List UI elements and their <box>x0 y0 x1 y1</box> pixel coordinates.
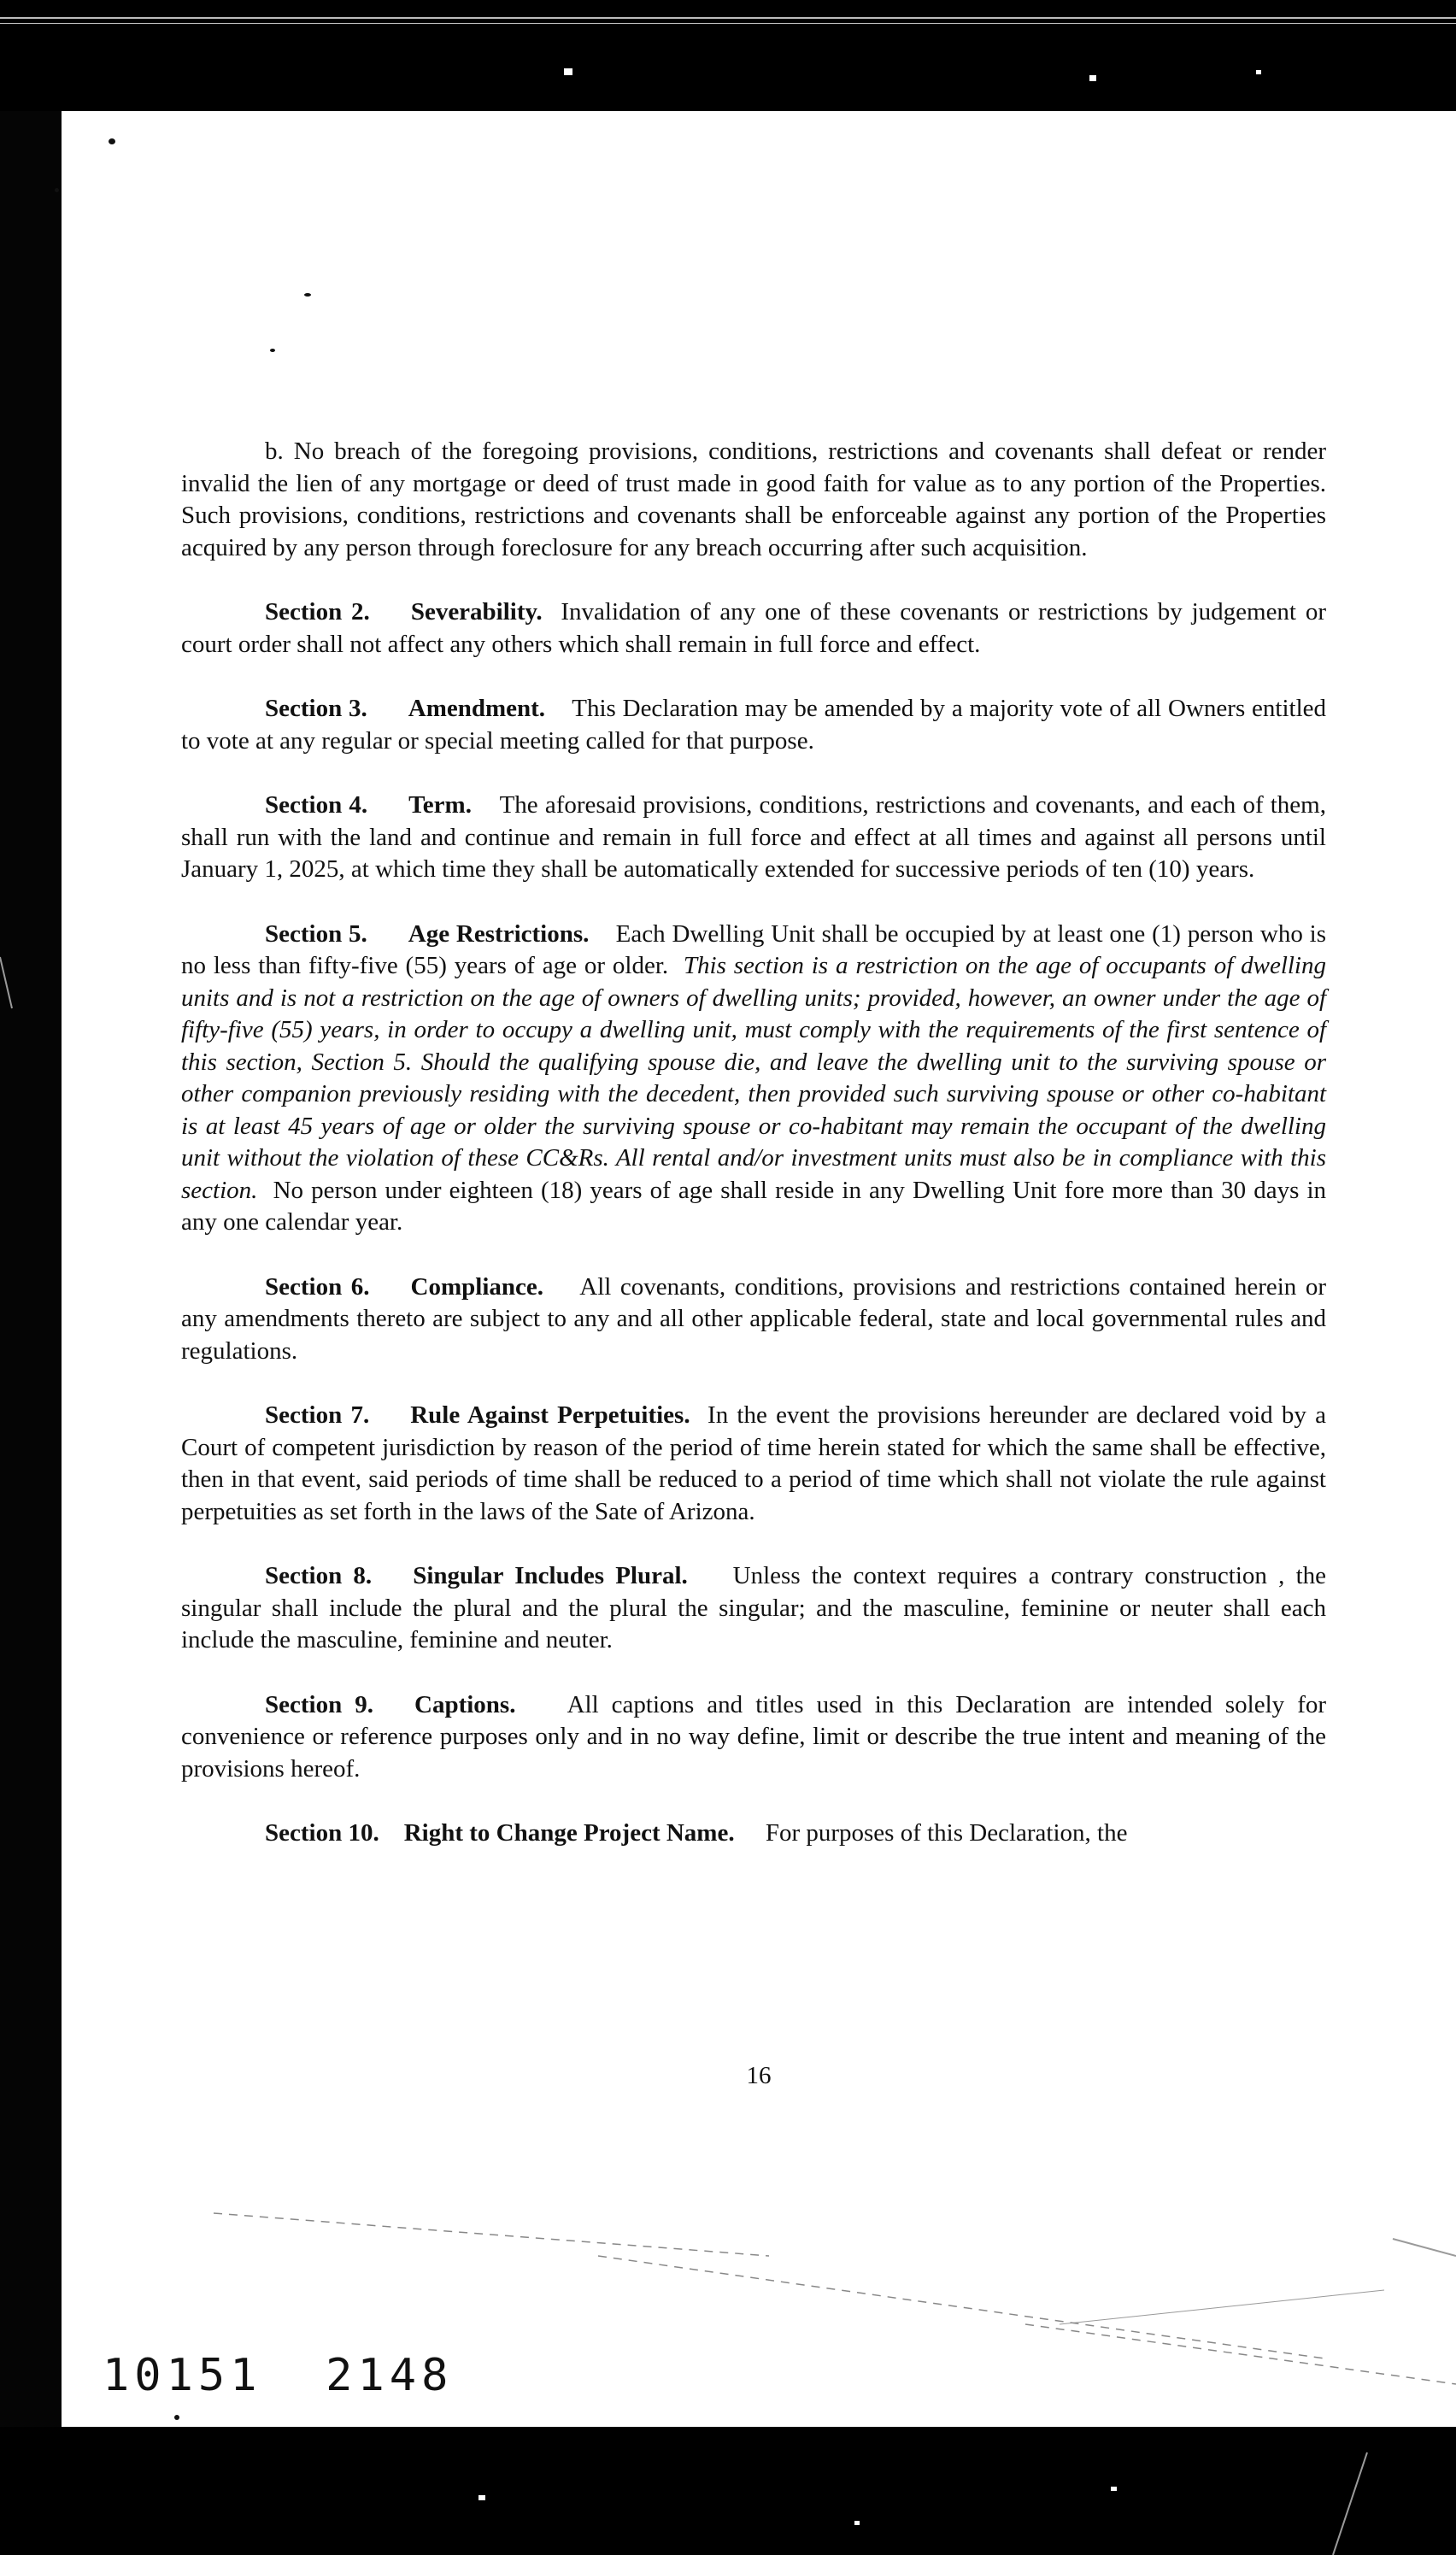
section-heading: Age Restrictions. <box>408 919 590 948</box>
section-text: All captions and titles used in this Declaration are intended solely for convenience or reference purposes only and in no way define, limit or describe the true intent and meaning of the provisions hereof. <box>181 1690 1327 1783</box>
section-heading: Amendment. <box>408 695 546 722</box>
section-text-after: No person under eighteen (18) years of age shall reside in any Dwelling Unit fore more than 30 days in any one calendar year. <box>181 1176 1327 1236</box>
section-number: Section 8. <box>265 1562 373 1589</box>
paragraph-text: b. No breach of the foregoing provisions, conditions, restrictions and covenants shall defeat or render invalid the lien of any mortgage or deed of trust made in good faith for value as to any portion of the Properties. Such provisions, conditions, restrictions and covenants shall be enforceable against any portion of the Properties acquired by any person through foreclosure for any breach occurring after such acquisition. <box>181 438 1326 561</box>
section-italic-text: This section is a restriction on the age of occupants of dwelling units and is not a restriction on the age of owners of dwelling units; provided, however, an owner under the age of fifty-five (55) years, in order to occupy a dwelling unit, must comply with the requirements of the first sentence of this section, Section 5. Should the qualifying spouse die, and leave the dwelling unit to the surviving spouse or other companion previously residing with the decedent, then provided such surviving spouse or other co-habitant is at least 45 years of age or older the surviving spouse or co-habitant may remain the occupant of the dwelling unit without the violation of these CC&Rs. All rental and/or investment units must also be in compliance with this section. <box>181 952 1326 1204</box>
section-text: Unless the context requires a contrary construction , the singular shall include the plural and the plural the singular; and the masculine, feminine or neuter shall each include the masculine, feminine and neuter. <box>181 1562 1327 1653</box>
section-7 <box>181 1400 1326 1528</box>
recording-stamp: 10151 2148 <box>103 2350 454 2401</box>
section-number: Section 7. <box>265 1401 370 1429</box>
section-text: All covenants, conditions, provisions and restrictions contained herein or any amendments thereto are subject to any and all other applicable federal, state and local governmental rules and regulations. <box>181 1272 1326 1365</box>
scan-rule <box>0 23 1456 24</box>
section-number: Section 5. <box>265 919 367 948</box>
section-heading: Severability. <box>410 598 543 626</box>
section-3 <box>181 693 1326 757</box>
section-number: Section 10. <box>265 1819 379 1847</box>
section-text: The aforesaid provisions, conditions, restrictions and covenants, and each of them, shall run with the land and continue and remain in full force and effect at all times and against all persons until January 1, 2025, at which time they shall be automatically extended for successive periods of ten (10) years. <box>181 791 1326 883</box>
paragraph-b <box>181 436 1326 564</box>
page-number: 16 <box>746 2062 772 2089</box>
scan-bottom-border <box>0 2427 1456 2555</box>
scan-speck <box>304 293 311 297</box>
section-text: This Declaration may be amended by a majority vote of all Owners entitled to vote at any regular or special meeting called for that purpose. <box>181 695 1326 755</box>
section-heading: Singular Includes Plural. <box>413 1562 688 1589</box>
scan-speck <box>270 349 275 352</box>
section-10 <box>181 1818 1326 1850</box>
section-4 <box>181 790 1326 886</box>
scan-top-border <box>0 0 1456 111</box>
section-heading: Right to Change Project Name. <box>403 1819 735 1847</box>
section-5 <box>181 919 1326 1239</box>
section-2 <box>181 596 1326 661</box>
document-page <box>62 111 1456 2427</box>
scan-rule <box>0 17 1456 19</box>
section-heading: Captions. <box>414 1690 516 1718</box>
document-body <box>181 436 1326 1882</box>
section-6 <box>181 1272 1326 1368</box>
section-text: Invalidation of any one of these covenants or restrictions by judgement or court order shall not affect any others which shall remain in full force and effect. <box>181 598 1326 658</box>
section-9 <box>181 1689 1326 1786</box>
section-heading: Term. <box>408 791 472 819</box>
section-number: Section 9. <box>265 1690 373 1718</box>
scan-streak <box>0 957 12 1008</box>
section-number: Section 2. <box>265 598 370 626</box>
section-heading: Rule Against Perpetuities. <box>410 1401 690 1429</box>
section-heading: Compliance. <box>410 1272 543 1301</box>
section-number: Section 4. <box>265 791 368 819</box>
section-number: Section 3. <box>265 695 367 722</box>
section-text: In the event the provisions hereunder are declared void by a Court of competent jurisdiction by reason of the period of time herein stated for which the same shall be effective, then in that event, said periods of time shall be reduced to a period of time which shall not violate the rule against perpetuities as set forth in the laws of the Sate of Arizona. <box>181 1401 1326 1525</box>
scan-speck <box>174 2415 179 2420</box>
section-text: Each Dwelling Unit shall be occupied by at least one (1) person who is no less than fifty-five (55) years of age or older. <box>181 919 1326 979</box>
scan-speck <box>55 188 59 192</box>
scan-speck <box>109 138 115 144</box>
section-8 <box>181 1560 1326 1657</box>
section-text: For purposes of this Declaration, the <box>765 1819 1128 1847</box>
section-number: Section 6. <box>265 1272 370 1301</box>
